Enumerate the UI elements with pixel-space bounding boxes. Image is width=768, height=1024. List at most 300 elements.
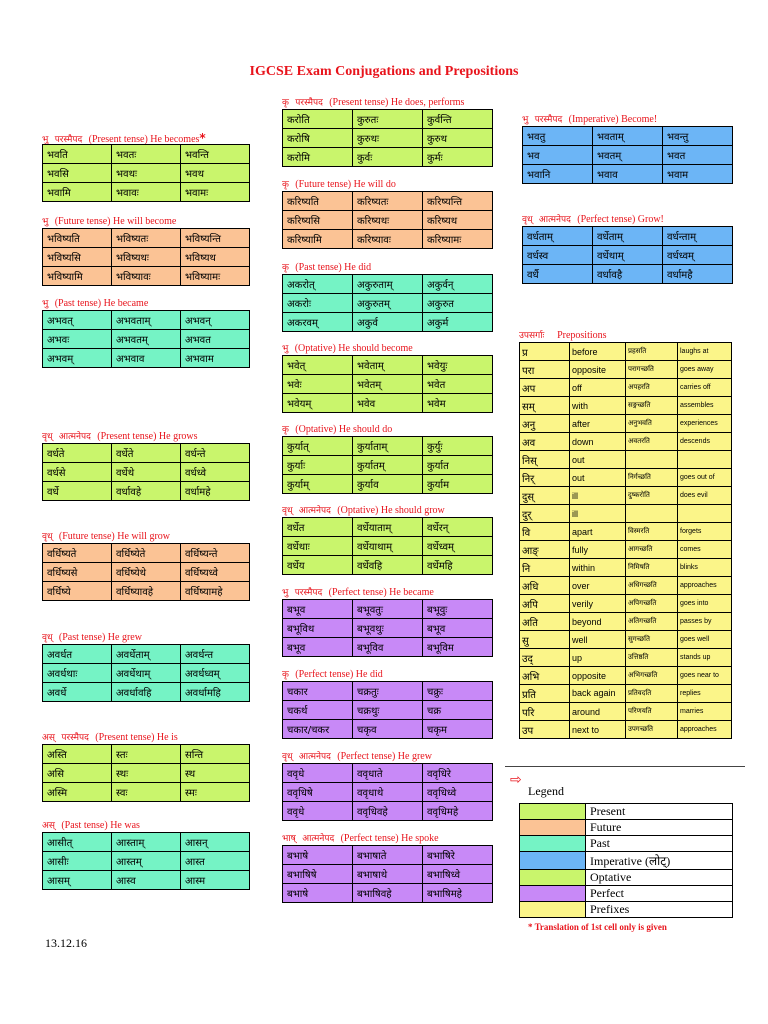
table-cell: भविष्यथः — [112, 248, 181, 267]
example-cell — [626, 451, 678, 469]
legend-swatch — [520, 886, 586, 902]
table-cell: वर्धेयाथाम् — [353, 537, 423, 556]
example-cell: निर्गच्छति — [626, 469, 678, 487]
table-cell: चक्रतुः — [353, 682, 423, 701]
preposition-row — [520, 721, 732, 739]
translation-cell: goes near to — [678, 667, 732, 685]
preposition-row — [520, 343, 732, 361]
table-row — [523, 127, 733, 146]
example-cell: प्रहसति — [626, 343, 678, 361]
table-row — [283, 456, 493, 475]
legend-swatch — [520, 852, 586, 870]
voice-label: आत्मनेपद — [538, 215, 571, 225]
preposition-row — [520, 595, 732, 613]
table-cell: ववृधाथे — [353, 783, 423, 802]
conjugation-block — [282, 179, 493, 249]
table-row — [523, 265, 733, 284]
table-cell: वर्धेवहि — [353, 556, 423, 575]
table-row — [43, 444, 250, 463]
tense-description: (Present tense) He does, performs — [329, 97, 465, 108]
table-cell: असि — [43, 764, 112, 783]
conjugation-table — [42, 543, 250, 601]
verb-root: कृ — [282, 263, 289, 273]
table-row — [43, 145, 250, 164]
table-cell: वर्धेथे — [112, 463, 181, 482]
block-header — [42, 431, 250, 443]
preposition-row — [520, 613, 732, 631]
meaning-cell: opposite — [570, 361, 626, 379]
meaning-cell: before — [570, 343, 626, 361]
table-row — [523, 246, 733, 265]
prepositions-table — [519, 342, 732, 739]
table-cell: सन्ति — [181, 745, 250, 764]
meaning-cell: verily — [570, 595, 626, 613]
preposition-cell: सु — [520, 631, 570, 649]
table-row — [283, 518, 493, 537]
table-cell: बभाषिमहे — [423, 884, 493, 903]
table-cell: भवामः — [181, 183, 250, 202]
table-cell: स्थ — [181, 764, 250, 783]
table-row — [43, 183, 250, 202]
example-cell: निमिषति — [626, 559, 678, 577]
table-cell: भवेताम् — [353, 356, 423, 375]
table-row — [43, 664, 250, 683]
conjugation-block — [42, 298, 250, 368]
table-row — [43, 544, 250, 563]
table-row — [523, 146, 733, 165]
table-cell: स्वः — [112, 783, 181, 802]
table-cell: चक्रथुः — [353, 701, 423, 720]
conjugation-table — [282, 763, 493, 821]
translation-cell: laughs at — [678, 343, 732, 361]
table-cell: वर्धिष्येथे — [112, 563, 181, 582]
table-cell: कुर्याम् — [283, 475, 353, 494]
verb-root: वृध् — [42, 532, 53, 542]
conjugation-block — [282, 424, 493, 494]
table-cell: बभूव — [283, 600, 353, 619]
preposition-cell: प्र — [520, 343, 570, 361]
legend-row — [520, 836, 733, 852]
table-cell: भविष्यतः — [112, 229, 181, 248]
preposition-row — [520, 541, 732, 559]
table-cell: कुर्मः — [423, 148, 493, 167]
meaning-cell: out — [570, 469, 626, 487]
tense-description: (Past tense) He grew — [58, 632, 142, 643]
block-header — [282, 833, 493, 845]
translation-cell: assembles — [678, 397, 732, 415]
asterisk: * — [199, 132, 206, 144]
table-row — [283, 110, 493, 129]
meaning-cell: over — [570, 577, 626, 595]
example-cell: विस्मरति — [626, 523, 678, 541]
table-row — [283, 313, 493, 332]
conjugation-table — [282, 436, 493, 494]
table-cell: करिष्यतः — [353, 192, 423, 211]
meaning-cell: beyond — [570, 613, 626, 631]
table-cell: भवेयम् — [283, 394, 353, 413]
table-row — [283, 211, 493, 230]
table-cell: आस्म — [181, 871, 250, 890]
prepositions-header-sanskrit: उपसर्गाः — [519, 331, 545, 341]
conjugation-block — [282, 505, 493, 575]
block-header — [282, 262, 493, 274]
table-cell: वर्धसे — [43, 463, 112, 482]
example-cell: आगच्छति — [626, 541, 678, 559]
table-cell: करिष्यन्ति — [423, 192, 493, 211]
table-cell: भवेम — [423, 394, 493, 413]
preposition-row — [520, 469, 732, 487]
table-row — [43, 563, 250, 582]
example-cell: परिणयति — [626, 703, 678, 721]
prepositions-header — [519, 330, 731, 342]
conjugation-block — [282, 97, 493, 167]
table-cell: अवर्धामहि — [181, 683, 250, 702]
table-cell: कुर्याताम् — [353, 437, 423, 456]
table-cell: वर्धते — [43, 444, 112, 463]
table-cell: वर्धस्व — [523, 246, 593, 265]
preposition-row — [520, 703, 732, 721]
table-cell: ववृधिमहे — [423, 802, 493, 821]
tense-description: (Present tense) He grows — [97, 431, 198, 442]
verb-root: कृ — [282, 180, 289, 190]
table-cell: अभवः — [43, 330, 112, 349]
meaning-cell: fully — [570, 541, 626, 559]
table-row — [43, 871, 250, 890]
preposition-cell: परा — [520, 361, 570, 379]
table-cell: कुर्यात् — [283, 437, 353, 456]
table-row — [283, 764, 493, 783]
table-row — [283, 720, 493, 739]
preposition-cell: अनु — [520, 415, 570, 433]
preposition-cell: परि — [520, 703, 570, 721]
table-cell: अवर्धेथाम् — [112, 664, 181, 683]
conjugation-table — [282, 274, 493, 332]
table-row — [283, 129, 493, 148]
table-cell: चक्रुः — [423, 682, 493, 701]
table-cell: आसीः — [43, 852, 112, 871]
table-cell: अभवताम् — [112, 311, 181, 330]
translation-cell: stands up — [678, 649, 732, 667]
table-cell: अभवत् — [43, 311, 112, 330]
table-cell: वर्धावहे — [112, 482, 181, 501]
tense-description: (Perfect tense) He did — [295, 669, 383, 680]
conjugation-table — [42, 310, 250, 368]
conjugation-table — [282, 599, 493, 657]
table-cell: चकार — [283, 682, 353, 701]
table-cell: अवर्धत — [43, 645, 112, 664]
table-cell: भवथः — [112, 164, 181, 183]
conjugation-block — [282, 262, 493, 332]
arrow-icon: ⇨ — [510, 772, 522, 788]
table-cell: वर्धेथाम् — [593, 246, 663, 265]
translation-cell: goes away — [678, 361, 732, 379]
table-cell: अवर्धावहि — [112, 683, 181, 702]
table-cell: भवत — [663, 146, 733, 165]
table-cell: भवन्ति — [181, 145, 250, 164]
table-cell: चकार/चकर — [283, 720, 353, 739]
table-row — [283, 394, 493, 413]
table-row — [43, 463, 250, 482]
table-cell: वर्धेय — [283, 556, 353, 575]
table-row — [43, 248, 250, 267]
block-header — [282, 179, 493, 191]
table-cell: अभवन् — [181, 311, 250, 330]
table-row — [283, 865, 493, 884]
table-cell: अवर्धध्वम् — [181, 664, 250, 683]
tense-description: (Optative) He should do — [295, 424, 393, 435]
table-cell: ववृधिवहे — [353, 802, 423, 821]
preposition-cell: अपि — [520, 595, 570, 613]
table-cell: वर्धे — [43, 482, 112, 501]
table-cell: बभूविम — [423, 638, 493, 657]
verb-root: अस् — [42, 733, 55, 743]
table-cell: भवेतम् — [353, 375, 423, 394]
table-cell: आसीत् — [43, 833, 112, 852]
legend-table — [519, 803, 733, 918]
conjugation-table — [282, 191, 493, 249]
table-cell: कुरुथ — [423, 129, 493, 148]
voice-label: परस्मैपद — [294, 588, 323, 598]
legend-row — [520, 804, 733, 820]
legend-swatch — [520, 804, 586, 820]
table-row — [283, 537, 493, 556]
table-cell: वर्धताम् — [523, 227, 593, 246]
legend-row — [520, 870, 733, 886]
table-cell: आस्त — [181, 852, 250, 871]
example-cell: उपगच्छति — [626, 721, 678, 739]
conjugation-block — [42, 132, 250, 202]
table-row — [283, 192, 493, 211]
block-header — [522, 214, 733, 226]
verb-root: वृध् — [42, 432, 53, 442]
table-cell: कुर्यातम् — [353, 456, 423, 475]
table-row — [283, 294, 493, 313]
example-cell: अपहरति — [626, 379, 678, 397]
table-cell: वर्धामहे — [181, 482, 250, 501]
table-cell: चकृव — [353, 720, 423, 739]
table-row — [283, 148, 493, 167]
legend-swatch — [520, 870, 586, 886]
table-row — [283, 638, 493, 657]
table-cell: वर्धिष्येते — [112, 544, 181, 563]
table-cell: कुर्युः — [423, 437, 493, 456]
table-cell: ववृधिरे — [423, 764, 493, 783]
table-row — [43, 330, 250, 349]
table-cell: करिष्यथ — [423, 211, 493, 230]
example-cell: उत्तिष्ठति — [626, 649, 678, 667]
preposition-cell: नि — [520, 559, 570, 577]
table-cell: कुर्याम — [423, 475, 493, 494]
conjugation-block — [42, 820, 250, 890]
legend — [519, 803, 733, 918]
meaning-cell: next to — [570, 721, 626, 739]
conjugation-block — [42, 732, 250, 802]
meaning-cell: up — [570, 649, 626, 667]
meaning-cell: well — [570, 631, 626, 649]
table-cell: भवसि — [43, 164, 112, 183]
preposition-row — [520, 415, 732, 433]
verb-root: भु — [282, 344, 289, 354]
table-cell: भवाव — [593, 165, 663, 184]
table-row — [283, 556, 493, 575]
voice-label: परस्मैपद — [534, 115, 563, 125]
translation-cell: comes — [678, 541, 732, 559]
table-cell: अभवतम् — [112, 330, 181, 349]
table-cell: कुरुथः — [353, 129, 423, 148]
table-cell: भवामि — [43, 183, 112, 202]
table-cell: भवानि — [523, 165, 593, 184]
table-row — [283, 682, 493, 701]
meaning-cell: around — [570, 703, 626, 721]
preposition-row — [520, 379, 732, 397]
legend-row — [520, 886, 733, 902]
conjugation-block — [282, 343, 493, 413]
meaning-cell: ill — [570, 505, 626, 523]
table-cell: करोमि — [283, 148, 353, 167]
table-cell: चकर्थ — [283, 701, 353, 720]
table-cell: वर्धामहै — [663, 265, 733, 284]
block-header — [282, 97, 493, 109]
conjugation-table — [282, 517, 493, 575]
translation-note: * Translation of 1st cell only is given — [528, 922, 667, 932]
divider — [505, 766, 745, 767]
meaning-cell: back again — [570, 685, 626, 703]
conjugation-table — [42, 228, 250, 286]
table-cell: भविष्यथ — [181, 248, 250, 267]
preposition-row — [520, 667, 732, 685]
legend-label: Imperative (लोट्) — [586, 852, 733, 870]
table-cell: आस्ताम् — [112, 833, 181, 852]
table-cell: वर्धध्वम् — [663, 246, 733, 265]
example-cell: सङ्गच्छति — [626, 397, 678, 415]
preposition-row — [520, 559, 732, 577]
table-cell: बभूवथुः — [353, 619, 423, 638]
table-cell: अवर्धे — [43, 683, 112, 702]
translation-cell: approaches — [678, 577, 732, 595]
table-row — [43, 582, 250, 601]
meaning-cell: down — [570, 433, 626, 451]
table-cell: बभाषिध्वे — [423, 865, 493, 884]
preposition-cell: अव — [520, 433, 570, 451]
conjugation-block — [522, 114, 733, 184]
conjugation-block — [282, 833, 493, 903]
table-cell: अस्मि — [43, 783, 112, 802]
preposition-row — [520, 685, 732, 703]
table-cell: करिष्यावः — [353, 230, 423, 249]
example-cell: सुगच्छति — [626, 631, 678, 649]
conjugation-table — [522, 126, 733, 184]
preposition-cell: दुर् — [520, 505, 570, 523]
table-row — [283, 600, 493, 619]
table-cell: बभूवुः — [423, 600, 493, 619]
table-cell: चक्र — [423, 701, 493, 720]
verb-root: कृ — [282, 670, 289, 680]
legend-label: Prefixes — [586, 902, 733, 918]
table-cell: भवावः — [112, 183, 181, 202]
table-cell: बभाषिरे — [423, 846, 493, 865]
table-cell: भव — [523, 146, 593, 165]
meaning-cell: out — [570, 451, 626, 469]
translation-cell — [678, 451, 732, 469]
table-cell: भविष्यसि — [43, 248, 112, 267]
table-row — [283, 475, 493, 494]
block-header — [282, 751, 493, 763]
table-cell: वर्धिष्यावहे — [112, 582, 181, 601]
conjugation-table — [42, 443, 250, 501]
translation-cell: descends — [678, 433, 732, 451]
preposition-cell: दुस् — [520, 487, 570, 505]
table-cell: बभूविव — [353, 638, 423, 657]
voice-label: आत्मनेपद — [298, 506, 331, 516]
preposition-row — [520, 505, 732, 523]
legend-row — [520, 852, 733, 870]
table-cell: भवाम — [663, 165, 733, 184]
table-cell: अकुरुतम् — [353, 294, 423, 313]
legend-title: Legend — [528, 784, 564, 798]
meaning-cell: within — [570, 559, 626, 577]
translation-cell: goes well — [678, 631, 732, 649]
table-cell: भविष्यामि — [43, 267, 112, 286]
translation-cell: does evil — [678, 487, 732, 505]
table-cell: वर्धिष्यामहे — [181, 582, 250, 601]
translation-cell: blinks — [678, 559, 732, 577]
example-cell — [626, 505, 678, 523]
block-header — [42, 216, 250, 228]
table-cell: वर्धेत — [283, 518, 353, 537]
block-header — [42, 531, 250, 543]
conjugation-table — [282, 845, 493, 903]
meaning-cell: apart — [570, 523, 626, 541]
table-cell: अस्ति — [43, 745, 112, 764]
preposition-cell: उप — [520, 721, 570, 739]
table-cell: वर्धेयाताम् — [353, 518, 423, 537]
table-cell: चकृम — [423, 720, 493, 739]
example-cell: दुष्करोति — [626, 487, 678, 505]
tense-description: (Present tense) He is — [95, 732, 178, 743]
translation-cell: carries off — [678, 379, 732, 397]
table-cell: करिष्यथः — [353, 211, 423, 230]
conjugation-table — [282, 109, 493, 167]
table-cell: अकरोः — [283, 294, 353, 313]
legend-row — [520, 902, 733, 918]
preposition-cell: सम् — [520, 397, 570, 415]
table-cell: भविष्यति — [43, 229, 112, 248]
translation-cell: replies — [678, 685, 732, 703]
table-cell: आसम् — [43, 871, 112, 890]
table-cell: वर्धेते — [112, 444, 181, 463]
tense-description: (Future tense) He will grow — [58, 531, 170, 542]
verb-root: भाष् — [282, 834, 296, 844]
legend-swatch — [520, 836, 586, 852]
verb-root: वृध् — [42, 633, 53, 643]
table-row — [43, 764, 250, 783]
table-cell: वर्धन्ताम् — [663, 227, 733, 246]
preposition-row — [520, 487, 732, 505]
table-cell: अवर्धन्त — [181, 645, 250, 664]
table-cell: भवन्तु — [663, 127, 733, 146]
table-cell: बभूव — [423, 619, 493, 638]
table-cell: वर्धै — [523, 265, 593, 284]
tense-description: (Future tense) He will become — [54, 216, 177, 227]
table-cell: भवतः — [112, 145, 181, 164]
preposition-row — [520, 649, 732, 667]
voice-label: परस्मैपद — [61, 733, 89, 743]
translation-cell: experiences — [678, 415, 732, 433]
tense-description: (Optative) He should become — [294, 343, 413, 354]
table-cell: बभाषाथे — [353, 865, 423, 884]
tense-description: (Perfect tense) He spoke — [340, 833, 439, 844]
block-header — [522, 114, 733, 126]
